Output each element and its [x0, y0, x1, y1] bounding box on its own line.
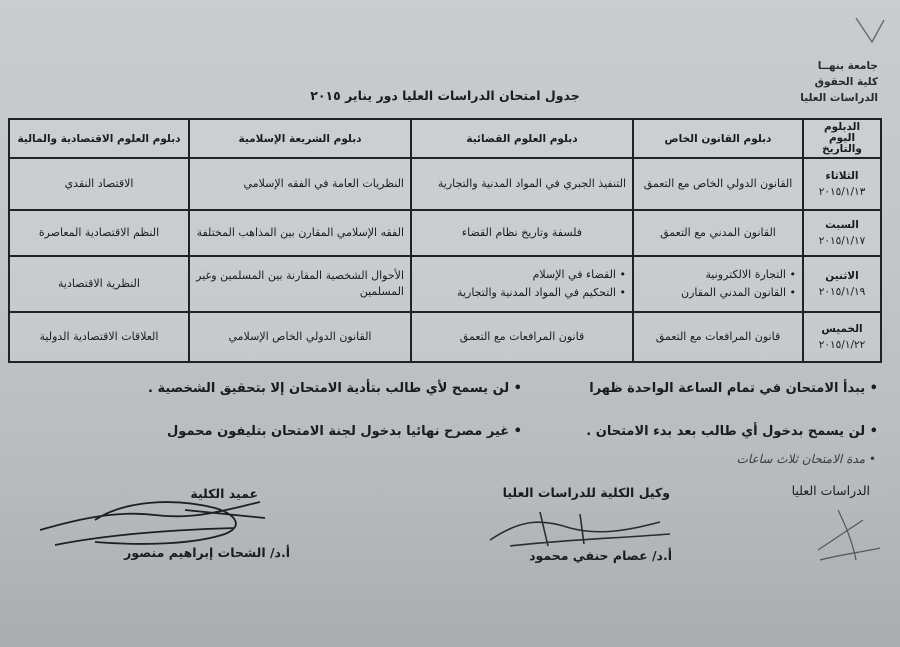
- table-header-row: [9, 119, 881, 158]
- day-name: الاثنين: [825, 270, 859, 282]
- vice-dean-signature: [480, 500, 680, 560]
- table-row: [9, 158, 881, 210]
- day-cell: [803, 158, 881, 210]
- list-item-text: التحكيم في المواد المدنية والتجارية: [457, 286, 616, 299]
- exam-date: ٢٠١٥/١/١٧: [818, 235, 866, 247]
- column-header: دبلوم الشريعة الإسلامية: [189, 119, 411, 158]
- table-cell: النظريات العامة في الفقه الإسلامي: [189, 158, 411, 210]
- exam-note: • لن يسمح لأي طالب بتأدية الامتحان إلا بتحقيق الشخصية .: [147, 381, 522, 396]
- table-cell: القانون المدني مع التعمق: [633, 210, 803, 256]
- faculty-name: كلية الحقوق: [814, 76, 878, 88]
- day-name: الثلاثاء: [825, 170, 859, 182]
- table-row: [9, 312, 881, 362]
- note-text: لن يسمح بدخول أي طالب بعد بدء الامتحان .: [586, 424, 866, 439]
- corner-bottom-label: اليوم والتاريخ: [822, 132, 862, 155]
- table-cell: الاقتصاد النقدي: [9, 158, 189, 210]
- page-title: جدول امتحان الدراسات العليا دور يناير ٢٠١٥: [310, 88, 580, 103]
- table-cell: قانون المرافعات مع التعمق: [633, 312, 803, 362]
- day-cell: [803, 256, 881, 312]
- table-cell: القانون الدولي الخاص الإسلامي: [189, 312, 411, 362]
- table-cell: القانون الدولي الخاص مع التعمق: [633, 158, 803, 210]
- dean-name: أ.د/ الشحات إبراهيم منصور: [124, 545, 290, 560]
- table-cell: العلاقات الاقتصادية الدولية: [9, 312, 189, 362]
- column-header: دبلوم العلوم القضائية: [411, 119, 633, 158]
- handwritten-note-text: مدة الامتحان ثلاث ساعات: [736, 452, 866, 466]
- list-item: • القانون المدني المقارن: [681, 286, 796, 299]
- table-cell: التنفيذ الجبري في المواد المدنية والتجارية: [411, 158, 633, 210]
- note-text: غير مصرح نهائيا بدخول لجنة الامتحان بتليفون محمول: [167, 424, 510, 439]
- exam-note: • غير مصرح نهائيا بدخول لجنة الامتحان بتليفون محمول: [167, 424, 522, 439]
- table-cell: [633, 256, 803, 312]
- dean-title: عميد الكلية: [190, 486, 258, 501]
- list-item-text: التجارة الالكترونية: [705, 268, 786, 281]
- table-row: [9, 256, 881, 312]
- exam-date: ٢٠١٥/١/١٩: [818, 286, 866, 298]
- note-text: لن يسمح لأي طالب بتأدية الامتحان إلا بتحقيق الشخصية .: [147, 381, 510, 396]
- day-name: الخميس: [821, 323, 863, 335]
- table-cell: الأحوال الشخصية المقارنة بين المسلمين وغير المسلمين: [189, 256, 411, 312]
- department-name: الدراسات العليا: [800, 92, 878, 104]
- dean-signature: [35, 490, 275, 560]
- day-cell: [803, 210, 881, 256]
- office-label: الدراسات العليا: [791, 483, 870, 498]
- table-cell: النظرية الاقتصادية: [9, 256, 189, 312]
- handwritten-note: • مدة الامتحان ثلاث ساعات: [736, 452, 876, 466]
- list-item: • التحكيم في المواد المدنية والتجارية: [457, 286, 626, 299]
- exam-note: • لن يسمح بدخول أي طالب بعد بدء الامتحان .: [586, 424, 878, 439]
- exam-note: • يبدأ الامتحان في تمام الساعة الواحدة ظهرا: [589, 381, 878, 396]
- table-cell: الفقه الإسلامي المقارن بين المذاهب المختلفة: [189, 210, 411, 256]
- vice-dean-name: أ.د/ عصام حنفي محمود: [529, 548, 672, 563]
- corner-header: [803, 119, 881, 158]
- list-item-text: القانون المدني المقارن: [681, 286, 786, 299]
- exam-date: ٢٠١٥/١/١٣: [818, 186, 866, 198]
- table-row: [9, 210, 881, 256]
- office-signature: [808, 500, 888, 570]
- table-cell: [411, 256, 633, 312]
- list-item: • التجارة الالكترونية: [705, 268, 796, 281]
- day-name: السبت: [825, 219, 859, 231]
- list-item-text: القضاء في الإسلام: [532, 268, 616, 281]
- table-cell: فلسفة وتاريخ نظام القضاء: [411, 210, 633, 256]
- column-header: دبلوم العلوم الاقتصادية والمالية: [9, 119, 189, 158]
- column-header: دبلوم القانون الخاص: [633, 119, 803, 158]
- vice-dean-title: وكيل الكلية للدراسات العليا: [502, 485, 670, 500]
- list-item: • القضاء في الإسلام: [532, 268, 626, 281]
- exam-schedule-table: [8, 118, 882, 363]
- letterhead: [758, 58, 878, 106]
- table-cell: النظم الاقتصادية المعاصرة: [9, 210, 189, 256]
- day-cell: [803, 312, 881, 362]
- note-text: يبدأ الامتحان في تمام الساعة الواحدة ظهرا: [589, 381, 866, 396]
- table-cell: قانون المرافعات مع التعمق: [411, 312, 633, 362]
- university-name: جامعة بنهــا: [817, 60, 878, 72]
- corner-top-label: الدبلوم: [823, 121, 861, 133]
- corner-mark: [850, 12, 890, 52]
- exam-date: ٢٠١٥/١/٢٢: [818, 339, 866, 351]
